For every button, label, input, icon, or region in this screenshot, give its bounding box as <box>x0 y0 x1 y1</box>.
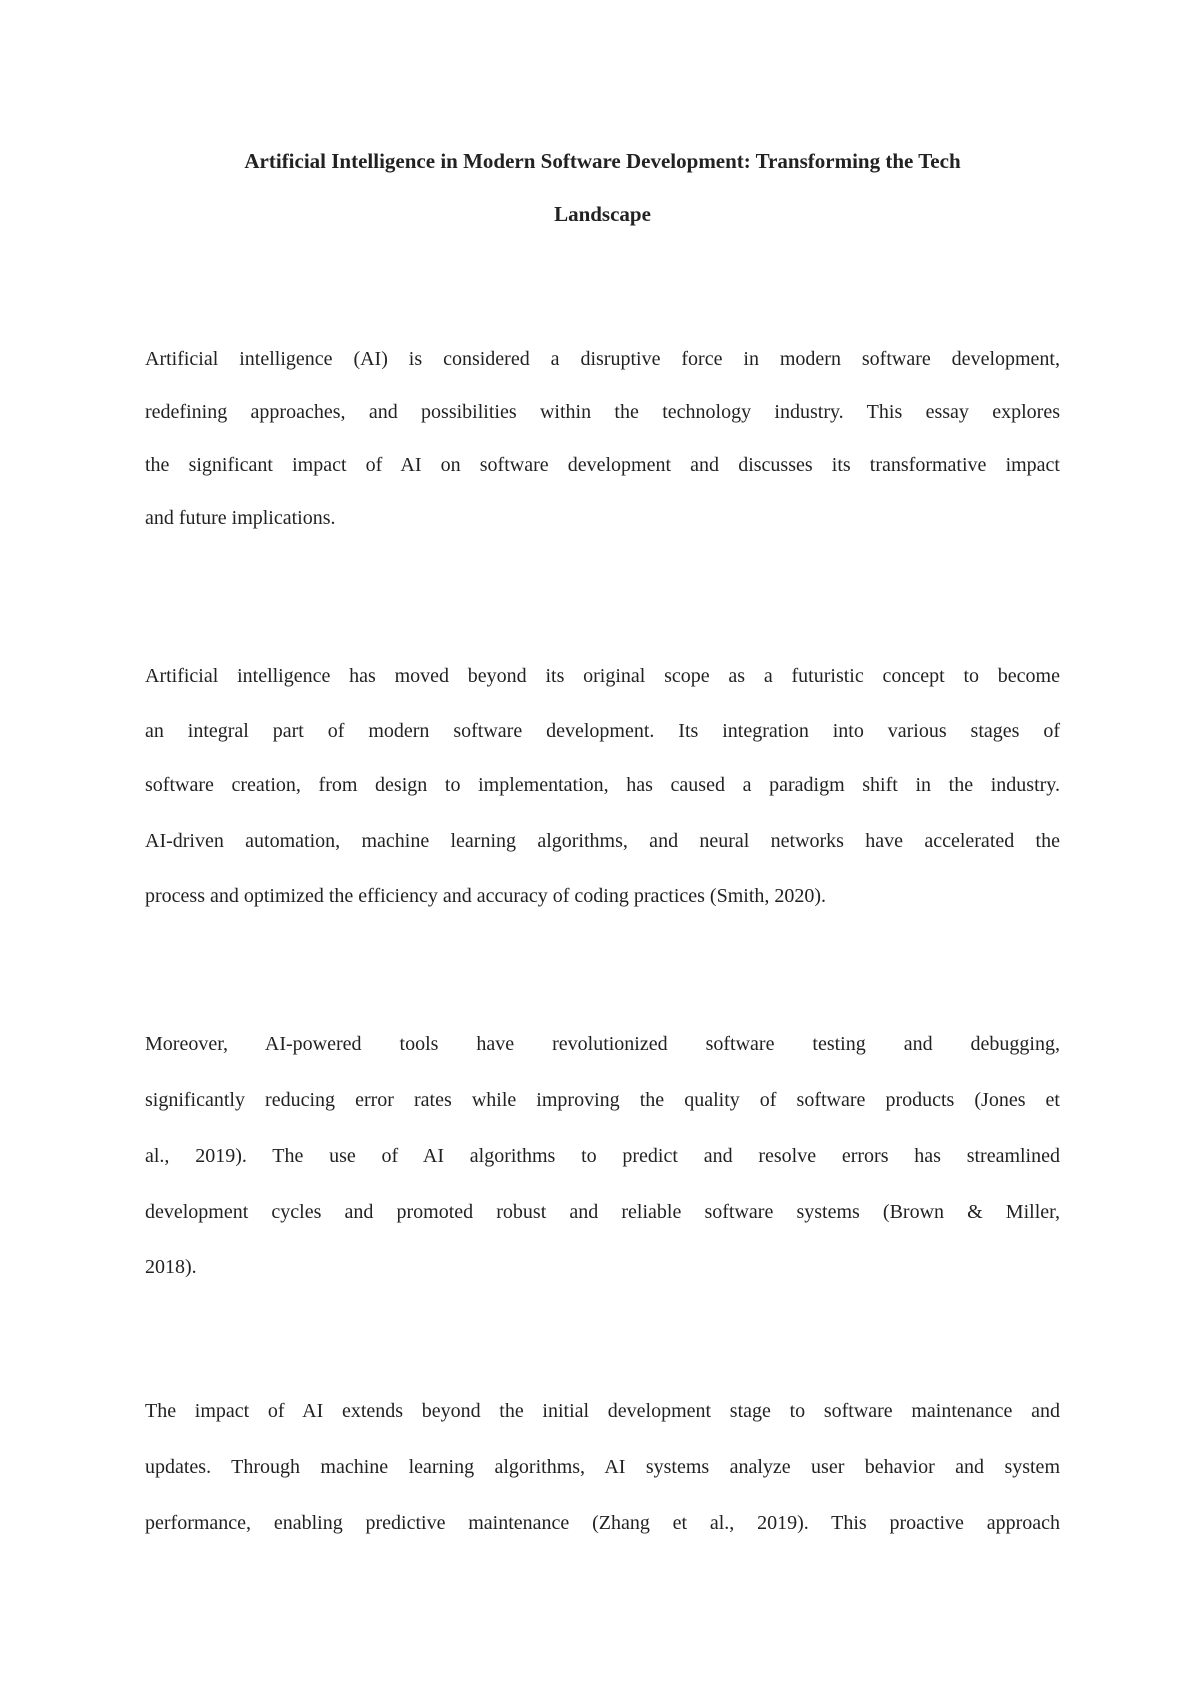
paragraph-4-line-3: performance, enabling predictive maintenance (Zhang et al., 2019). This proactive approach <box>145 1512 1060 1534</box>
paragraph-4-line-1: The impact of AI extends beyond the initial development stage to software maintenance and <box>145 1400 1060 1422</box>
paragraph-4-line-2: updates. Through machine learning algorithms, AI systems analyze user behavior and system <box>145 1456 1060 1478</box>
paragraph-3-line-4: development cycles and promoted robust and reliable software systems (Brown & Miller, <box>145 1201 1060 1223</box>
paragraph-3-line-2: significantly reducing error rates while improving the quality of software products (Jones et <box>145 1089 1060 1111</box>
paragraph-2-line-2: an integral part of modern software development. Its integration into various stages of <box>145 720 1060 742</box>
paragraph-3-line-1: Moreover, AI-powered tools have revolutionized software testing and debugging, <box>145 1033 1060 1055</box>
document-title-line-1: Artificial Intelligence in Modern Software Development: Transforming the Tech <box>244 149 961 173</box>
paragraph-1-line-3: the significant impact of AI on software development and discusses its transformative impact <box>145 454 1060 476</box>
paragraph-2-line-5: process and optimized the efficiency and accuracy of coding practices (Smith, 2020). <box>145 885 827 907</box>
paragraph-1-line-4: and future implications. <box>145 507 336 529</box>
paragraph-2-line-4: AI-driven automation, machine learning algorithms, and neural networks have accelerated the <box>145 830 1060 852</box>
document-title-line-2: Landscape <box>554 202 651 226</box>
paragraph-3-line-5: 2018). <box>145 1256 197 1278</box>
paragraph-3-line-3: al., 2019). The use of AI algorithms to predict and resolve errors has streamlined <box>145 1145 1060 1167</box>
paragraph-2-line-1: Artificial intelligence has moved beyond its original scope as a futuristic concept to become <box>145 665 1060 687</box>
paragraph-1-line-1: Artificial intelligence (AI) is considered a disruptive force in modern software development, <box>145 348 1060 370</box>
paragraph-2-line-3: software creation, from design to implementation, has caused a paradigm shift in the industry. <box>145 774 1060 796</box>
paragraph-1-line-2: redefining approaches, and possibilities within the technology industry. This essay explores <box>145 401 1060 423</box>
